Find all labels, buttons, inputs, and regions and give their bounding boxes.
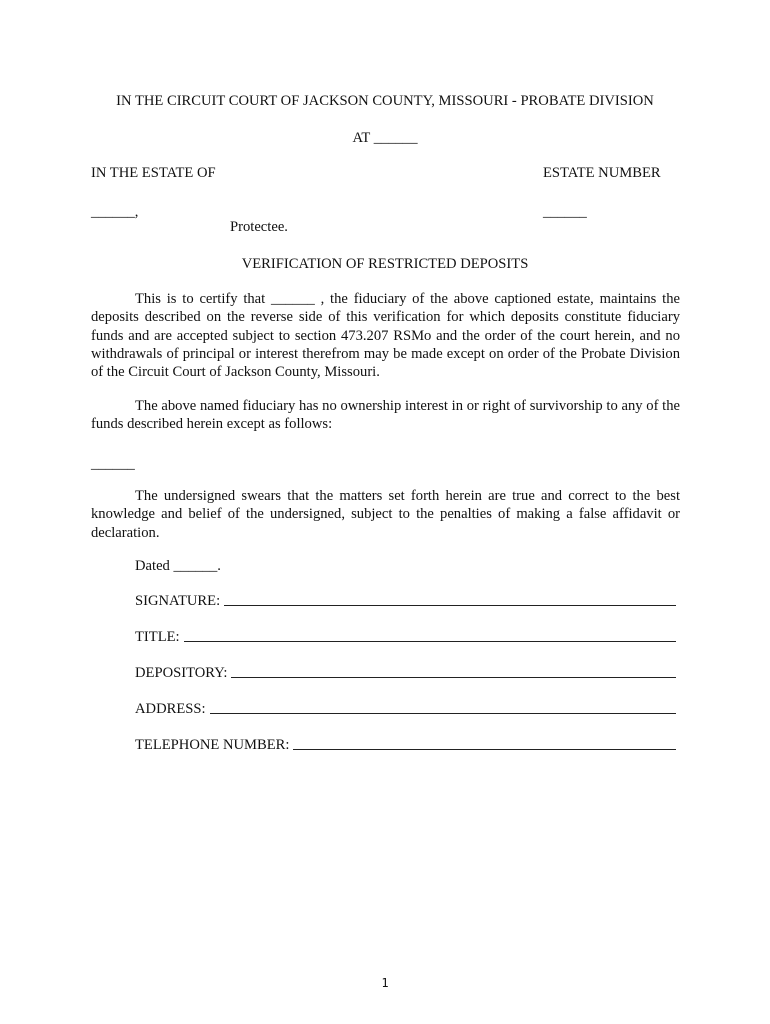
court-title: IN THE CIRCUIT COURT OF JACKSON COUNTY, MISSOURI - PROBATE DIVISION [116,93,654,109]
address-line[interactable] [210,712,676,714]
oath-text: The undersigned swears that the matters set forth herein are true and correct to the best knowledge and belief of the undersigned, subject to the penalties of making a false affidavit or declaration. [91,488,680,541]
page-number: 1 [381,976,389,990]
estate-name-blank: ______, [91,204,139,220]
signature-line[interactable] [224,604,676,606]
certification-text: This is to certify that ______ , the fiduciary of the above captioned estate, maintains the deposits described on the reverse side of this verification for which deposits constitute fiduciary funds and are accepted subject to section 473.207 RSMo and the order of the court herein, and no withdrawals of principal or interest therefrom may be made except on order of the Probate Division of the Circuit Court of Jackson County, Missouri. [91,291,680,381]
telephone-line[interactable] [293,748,676,750]
at-line: AT ______ [352,130,418,146]
address-row [135,701,676,718]
telephone-label: TELEPHONE NUMBER: [135,737,290,753]
telephone-row [135,737,676,754]
estate-of-label: IN THE ESTATE OF [91,165,216,181]
signature-label: SIGNATURE: [135,593,221,609]
depository-label: DEPOSITORY: [135,665,228,681]
title-row [135,629,676,646]
certification-paragraph [91,290,680,381]
estate-number-label: ESTATE NUMBER [543,165,661,181]
document-title: VERIFICATION OF RESTRICTED DEPOSITS [241,256,529,272]
exception-blank: ______ [91,456,135,472]
address-label: ADDRESS: [135,701,206,717]
protectee-label: Protectee. [230,219,288,235]
depository-row [135,665,676,682]
dated-line: Dated ______. [135,558,221,574]
signature-row [135,593,676,610]
depository-line[interactable] [231,676,676,678]
oath-paragraph [91,487,680,542]
title-label: TITLE: [135,629,180,645]
ownership-text: The above named fiduciary has no ownership interest in or right of survivorship to any of the funds described herein except as follows: [91,398,680,433]
ownership-paragraph [91,397,680,434]
estate-number-blank: ______ [543,204,587,220]
title-line[interactable] [184,640,676,642]
